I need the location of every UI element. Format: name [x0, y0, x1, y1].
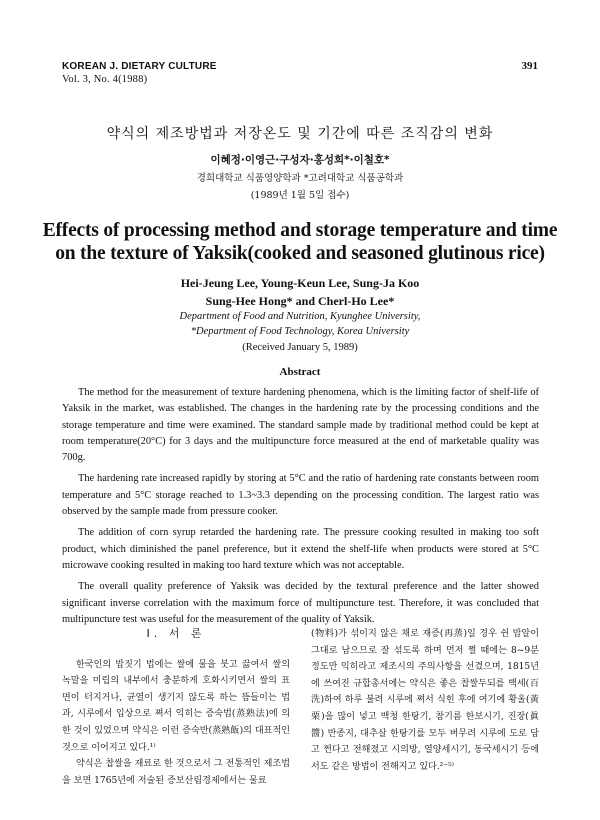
korean-received-date: (1989년 1월 5일 접수): [250, 190, 350, 201]
section-heading-introduction: Ⅰ. 서 론: [146, 627, 206, 640]
body-column-right: [311, 626, 539, 775]
abstract-body: [62, 385, 539, 633]
english-received-date: (Received January 5, 1989): [242, 342, 358, 353]
body-paragraph: 한국인의 밥짓기 법에는 쌀에 물을 붓고 끓여서 쌀의 녹말을 미립의 내부에서 충분하게 호화시키면서 쌀의 표면이 터지거나, 균열이 생기지 않도록 하는 뜸들이는 법과, 시루에서 입상으로 쪄서 익히는 증숙법(蒸熟法)에 의한 것이 있었으며 약식은 이런 증숙반(蒸熟飯)의 대표적인 것으로 이어지고 있다.¹⁾: [62, 659, 290, 753]
english-authors-line-1: Hei-Jeung Lee, Young-Keun Lee, Sung-Ja Koo: [180, 276, 420, 290]
department-2: *Department of Food Technology, Korea University: [190, 326, 410, 337]
abstract-paragraph: The overall quality preference of Yaksik was decided by the textural preference and the latter showed significant inverse correlation with the maximum force of multipuncture test. Therefore, it was concluded that multipuncture test was useful for the measurement of the quality of Yaksik.: [62, 581, 539, 625]
english-title-line-1: Effects of processing method and storage temperature and time: [42, 220, 558, 241]
journal-header: [62, 60, 217, 86]
journal-volume: Vol. 3, No. 4(1988): [62, 74, 148, 85]
body-column-left: [62, 624, 290, 789]
korean-authors: 이혜정·이영근·구성자·홍성희*·이철호*: [210, 154, 390, 166]
english-title-line-2: on the texture of Yaksik(cooked and seasoned glutinous rice): [55, 243, 545, 264]
korean-affiliation: 경희대학교 식품영양학과 *고려대학교 식품공학과: [196, 173, 404, 184]
department-1: Department of Food and Nutrition, Kyunghee University,: [179, 311, 421, 322]
korean-title: 약식의 제조방법과 저장온도 및 기간에 따른 조직감의 변화: [106, 126, 494, 142]
abstract-paragraph: The hardening rate increased rapidly by storing at 5°C and the ratio of hardening rate constants between room temperature and 5°C storage reached to 1.3~3.3 depending on the processing condition. The largest ratio was observed by the sample made from pressure cooker.: [62, 473, 539, 518]
abstract-paragraph: The method for the measurement of texture hardening phenomena, which is the limiting factor of shelf-life of Yaksik in the market, was established. The changes in the hardening rate by the processing conditions and the storage temperature and time were examined. The standard sample made by traditional method could be kept at room temperature(20°C) for 3 days and the multipuncture force measured at the end of marketable quality was 700g.: [62, 387, 539, 464]
page-number: 391: [521, 60, 538, 72]
abstract-heading: Abstract: [279, 366, 321, 378]
journal-name: KOREAN J. DIETARY CULTURE: [62, 61, 217, 72]
abstract-paragraph: The addition of corn syrup retarded the hardening rate. The pressure cooking resulted in making too soft product, which diminished the panel preference, but it extend the shelf-life when products were stored at 5°C microwave cooking resulted in making too hard texture which was not acceptable.: [62, 527, 539, 571]
english-authors-line-2: Sung-Hee Hong* and Cherl-Ho Lee*: [205, 294, 395, 308]
body-paragraph: 약식은 찹쌀을 재료로 한 것으로서 그 전통적인 제조법을 보면 1765년에 저술된 증보산림경제에서는 물료: [62, 759, 290, 786]
body-paragraph: (物料)가 섞이지 않은 채로 재증(再蒸)일 경우 쉰 밥알이 그대로 남으므로 잘 섞도록 하며 먼저 쩔 때에는 8~9분 정도만 익히라고 제조시의 주의사항을 선겼으며, 1815년에 쓰여진 규합총서에는 약식은 좋은 찹쌀두되를 백세(百洗)하여 하루 불려 시루에 쪄서 식힌 후에 여기에 황울(黃栗)을 많이 넣고 백청 한탕기, 참기름 한보시기, 진장(眞醬) 반종지, 대추살 한탕기를 모두 버무려 시루에 도로 담고 쩐다고 전해졌고 시의방, 열양세시기, 동국세시기 등에서도 같은 방법이 전해지고 있다.²⁻⁵⁾: [311, 629, 539, 772]
